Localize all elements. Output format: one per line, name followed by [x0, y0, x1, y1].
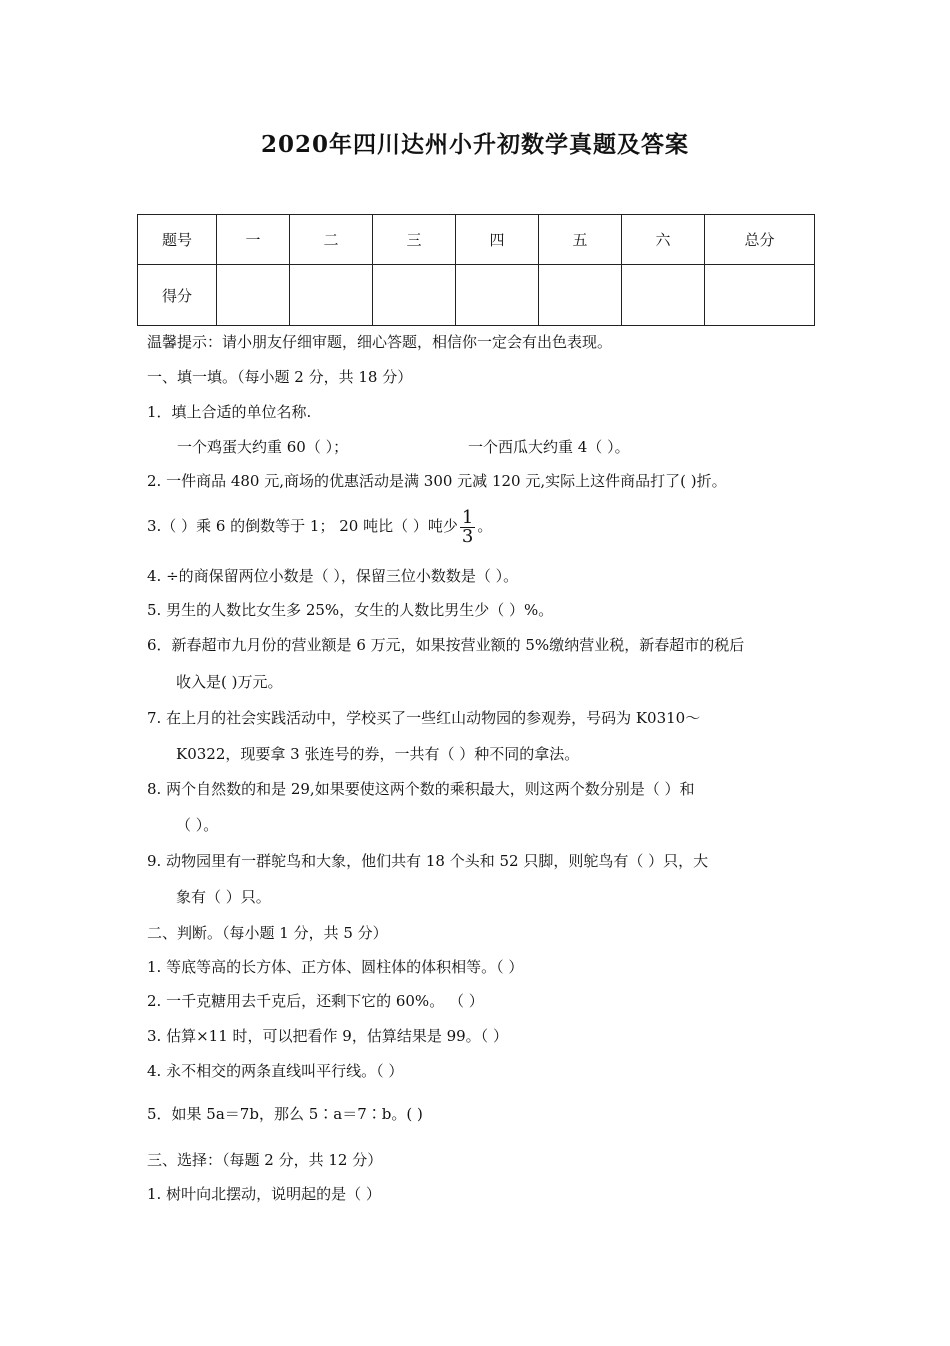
- score-table-score-row: [138, 265, 815, 326]
- question-1-6-line2: 收入是( )万元。: [176, 673, 283, 691]
- question-2-2: 2. 一千克糖用去千克后，还剩下它的 60%。 （ ）: [147, 992, 484, 1010]
- question-1-1b: 一个西瓜大约重 4（ ）。: [468, 438, 630, 456]
- score-table: [137, 214, 815, 326]
- question-1-3: [147, 503, 492, 549]
- question-1-9-line1: 9. 动物园里有一群鸵鸟和大象，他们共有 18 个头和 52 只脚，则鸵鸟有（ ）只，大: [147, 852, 709, 870]
- score-cell[interactable]: [373, 265, 456, 326]
- score-cell[interactable]: [456, 265, 539, 326]
- question-1-7-line1: 7. 在上月的社会实践活动中，学校买了一些红山动物园的参观券，号码为 K0310～: [147, 709, 701, 727]
- section3-heading: 三、选择：（每题 2 分，共 12 分）: [147, 1151, 383, 1169]
- question-2-3: 3. 估算×11 时，可以把看作 9，估算结果是 99。（ ）: [147, 1027, 508, 1045]
- question-1-8-line2: （ ）。: [176, 816, 219, 834]
- score-header-cell: 六: [622, 215, 705, 265]
- question-2-4: 4. 永不相交的两条直线叫平行线。（ ）: [147, 1062, 404, 1080]
- question-1-8-line1: 8. 两个自然数的和是 29,如果要使这两个数的乘积最大，则这两个数分别是（ ）和: [147, 780, 695, 798]
- score-cell[interactable]: [539, 265, 622, 326]
- fraction-denominator: 3: [461, 525, 474, 547]
- question-1-3-text: 3.（ ）乘 6 的倒数等于 1； 20 吨比（ ）吨少: [147, 517, 458, 535]
- fraction-numerator: 1: [461, 506, 474, 528]
- score-header-cell: 一: [217, 215, 290, 265]
- question-2-1: 1. 等底等高的长方体、正方体、圆柱体的体积相等。（ ）: [147, 958, 524, 976]
- question-1-1: 1．填上合适的单位名称.: [147, 403, 312, 421]
- question-1-5: 5. 男生的人数比女生多 25%，女生的人数比男生少（ ）%。: [147, 601, 554, 619]
- score-header-cell: 五: [539, 215, 622, 265]
- question-1-7-line2: K0322，现要拿 3 张连号的券，一共有（ ）种不同的拿法。: [176, 745, 580, 763]
- score-row-label: 得分: [138, 265, 217, 326]
- score-cell[interactable]: [290, 265, 373, 326]
- question-1-9-line2: 象有（ ）只。: [176, 888, 271, 906]
- score-cell[interactable]: [622, 265, 705, 326]
- question-1-1a: 一个鸡蛋大约重 60（ ）；: [177, 438, 349, 456]
- score-header-cell: 二: [290, 215, 373, 265]
- document-title: 2020年四川达州小升初数学真题及答案: [260, 131, 689, 158]
- score-table-header-row: [138, 215, 815, 265]
- question-2-5: 5．如果 5a＝7b，那么 5∶a＝7∶b。( ): [147, 1105, 423, 1123]
- tip-text: 温馨提示：请小朋友仔细审题，细心答题，相信你一定会有出色表现。: [147, 333, 613, 351]
- section2-heading: 二、判断。（每小题 1 分，共 5 分）: [147, 924, 388, 942]
- score-header-cell: 三: [373, 215, 456, 265]
- section1-heading: 一、填一填。（每小题 2 分，共 18 分）: [147, 368, 413, 386]
- fraction-one-third: [460, 506, 475, 547]
- score-cell[interactable]: [705, 265, 815, 326]
- score-header-cell: 题号: [138, 215, 217, 265]
- question-1-3-end: 。: [477, 517, 493, 535]
- score-header-cell: 总分: [705, 215, 815, 265]
- question-1-4: 4. ÷的商保留两位小数是（ ），保留三位小数数是（ ）。: [147, 567, 519, 585]
- score-header-cell: 四: [456, 215, 539, 265]
- question-3-1: 1. 树叶向北摆动，说明起的是（ ）: [147, 1185, 381, 1203]
- question-1-2: 2. 一件商品 480 元,商场的优惠活动是满 300 元减 120 元,实际上这件商品打了( )折。: [147, 472, 727, 490]
- question-1-6-line1: 6．新春超市九月份的营业额是 6 万元，如果按营业额的 5%缴纳营业税，新春超市的税后: [147, 636, 745, 654]
- score-cell[interactable]: [217, 265, 290, 326]
